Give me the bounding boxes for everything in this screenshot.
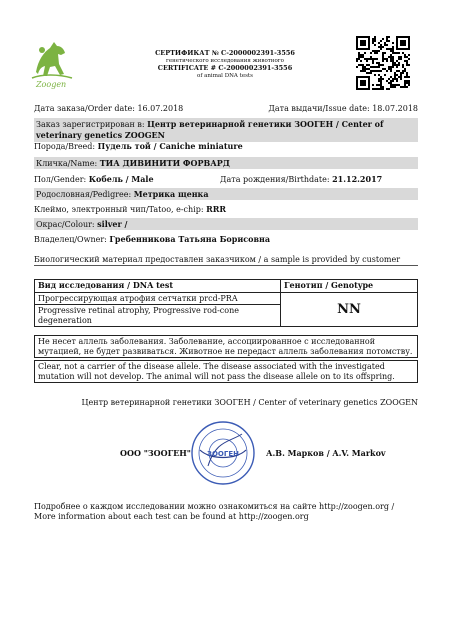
genotype-value: NN (281, 292, 418, 327)
gender-label: Пол/Gender: (34, 175, 87, 184)
colour-label: Окрас/Colour: (36, 220, 95, 229)
stamp-text: ЗООГЕН (207, 450, 239, 458)
cert-number-ru: СЕРТИФИКАТ № С-2000002391-3556 (155, 49, 295, 57)
qr-code (356, 36, 410, 90)
breed-row (34, 141, 418, 152)
chip-value: RRR (206, 204, 227, 214)
stamp (190, 420, 256, 486)
name-value: ТИА ДИВИНИТИ ФОРВАРД (99, 158, 230, 168)
signer-name: А.В. Марков / A.V. Markov (266, 448, 386, 458)
pedigree-label: Родословная/Pedigree: (36, 190, 132, 199)
registered-label: Заказ зарегистрирован в: (36, 120, 145, 129)
dates-row (34, 104, 418, 114)
sample-note: Биологический материал предоставлен заказчиком / a sample is provided by customer (34, 255, 418, 266)
qr-code-icon (356, 36, 410, 90)
pedigree-value: Метрика щенка (133, 189, 209, 199)
zoogen-logo (28, 34, 76, 92)
breed-label: Порода/Breed: (34, 142, 96, 151)
dna-test-table (34, 279, 418, 327)
col-test-header: Вид исследования / DNA test (35, 280, 281, 293)
chip-label: Клеймо, электронный чип/Tatoo, e-chip: (34, 205, 204, 214)
logo-text: Zoogen (36, 80, 67, 89)
center-line: Центр ветеринарной генетики ЗООГЕН / Center of veterinary genetics ZOOGEN (81, 398, 418, 407)
order-date: Дата заказа/Order date: 16.07.2018 (34, 104, 184, 113)
birthdate: Дата рождения/Birthdate: 21.12.2017 (220, 174, 383, 184)
breed-value: Пудель той / Caniche miniature (97, 141, 243, 151)
cert-number-en: CERTIFICATE # С-2000002391-3556 (157, 64, 293, 72)
gender-value: Кобель / Male (88, 174, 154, 184)
owner-label: Владелец/Owner: (34, 235, 107, 244)
name-label: Кличка/Name: (36, 159, 98, 168)
footer-note: Подробнее о каждом исследовании можно ознакомиться на сайте http://zoogen.org / More information about each test can be found at http://zoogen.org (34, 502, 395, 521)
result-en: Clear, not a carrier of the disease allele. The disease associated with the investigated mutation will not develop. The animal will not pass the disease allele on to its offspring. (34, 360, 418, 383)
registered-row (34, 118, 418, 142)
owner-value: Гребенникова Татьяна Борисовна (109, 234, 271, 244)
table-header-row (35, 280, 418, 293)
cert-subtitle-en: of animal DNA tests (197, 72, 253, 79)
round-stamp-icon (190, 420, 256, 486)
colour-value: silver / (97, 219, 128, 229)
chip-row (34, 204, 418, 215)
name-row (34, 157, 418, 169)
certificate-heading (130, 50, 320, 80)
org-name: ООО "ЗООГЕН" (120, 448, 191, 458)
result-ru: Не несет аллель заболевания. Заболевание, ассоциированное с исследованной мутацией, не будет развиваться. Животное не передаст аллель заболевания потомству. (34, 335, 418, 358)
test-name-ru: Прогрессирующая атрофия сетчатки prcd-PRA (35, 292, 281, 305)
registered-value: Центр ветеринарной генетики ЗООГЕН / Center of veterinary genetics ZOOGEN (36, 119, 384, 140)
table-row (35, 292, 418, 305)
cert-subtitle-ru: генетического исследования животного (166, 57, 284, 64)
issue-date: Дата выдачи/Issue date: 18.07.2018 (268, 104, 418, 113)
pedigree-row (34, 188, 418, 200)
col-genotype-header: Генотип / Genotype (281, 280, 418, 293)
gender-birth-row (34, 174, 418, 185)
test-name-en: Progressive retinal atrophy, Progressive rod-cone degeneration (35, 305, 281, 327)
owner-row (34, 234, 418, 245)
colour-row (34, 218, 418, 230)
